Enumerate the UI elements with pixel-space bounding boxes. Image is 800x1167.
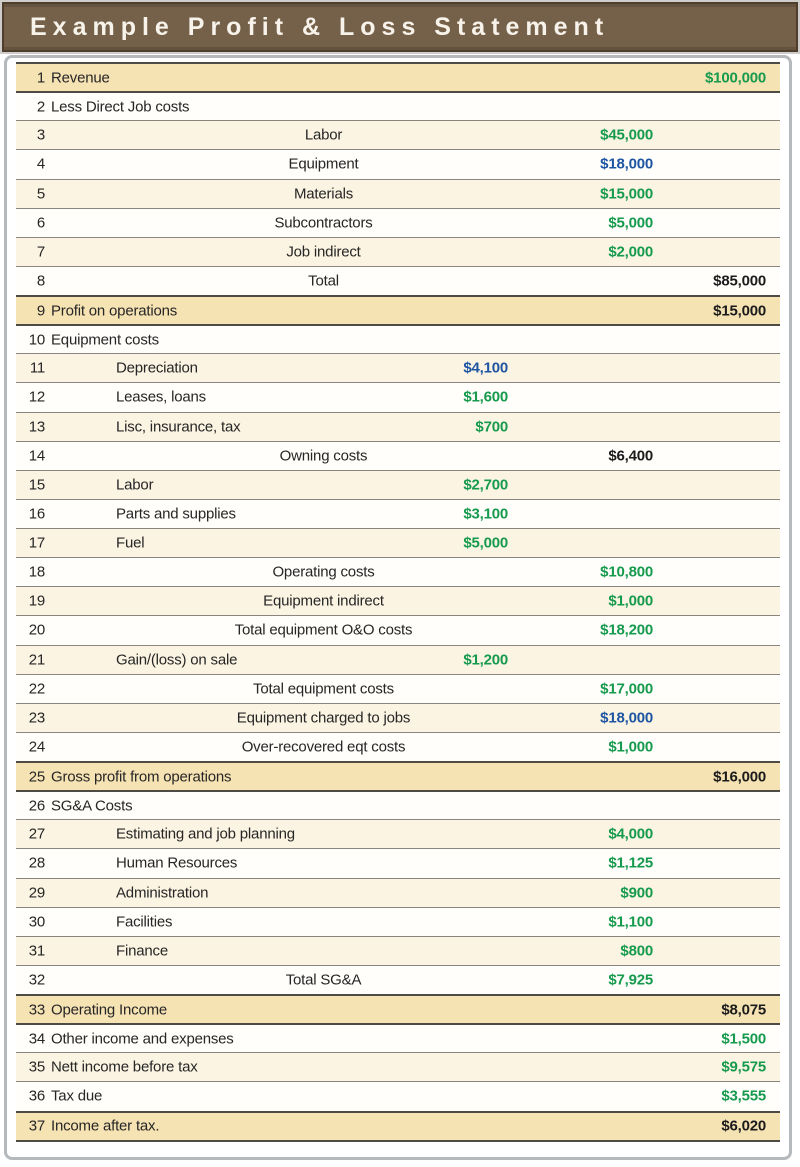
row-number: 19	[28, 592, 45, 610]
row-number: 37	[28, 1117, 45, 1135]
row-value: $100,000	[705, 69, 766, 87]
row-number: 15	[28, 476, 45, 494]
table-row	[16, 120, 780, 149]
row-number: 17	[28, 534, 45, 552]
row-value: $1,500	[721, 1030, 766, 1048]
table-row	[16, 295, 780, 324]
row-value: $18,000	[600, 709, 653, 727]
row-number: 32	[28, 971, 45, 989]
row-number: 8	[36, 272, 45, 290]
row-label: Profit on operations	[51, 302, 178, 320]
row-value: $16,000	[713, 768, 766, 786]
row-label: Subcontractors	[274, 214, 373, 232]
row-number: 29	[28, 884, 45, 902]
row-number: 6	[36, 214, 45, 232]
table-row	[16, 382, 780, 411]
row-label: Fuel	[116, 534, 145, 552]
table-row	[16, 324, 780, 353]
row-number: 4	[36, 155, 45, 173]
row-number: 14	[28, 447, 45, 465]
row-label: Other income and expenses	[51, 1030, 234, 1048]
row-label: Gross profit from operations	[51, 768, 232, 786]
row-value: $15,000	[713, 302, 766, 320]
table-row	[16, 149, 780, 178]
pl-table	[16, 62, 780, 1142]
content-frame	[4, 55, 792, 1160]
row-label: Lisc, insurance, tax	[116, 418, 241, 436]
row-label: Depreciation	[116, 359, 198, 377]
table-row	[16, 1111, 780, 1140]
row-label: Equipment	[288, 155, 359, 173]
row-number: 33	[28, 1001, 45, 1019]
table-row	[16, 91, 780, 120]
row-label: Revenue	[51, 69, 110, 87]
row-value: $45,000	[600, 126, 653, 144]
table-row	[16, 412, 780, 441]
row-number: 36	[28, 1087, 45, 1105]
row-label: Gain/(loss) on sale	[116, 651, 238, 669]
title-bar	[2, 2, 798, 52]
row-number: 7	[36, 243, 45, 261]
row-label: Labor	[304, 126, 343, 144]
row-value: $1,000	[608, 738, 653, 756]
row-value: $4,100	[463, 359, 508, 377]
table-row	[16, 1052, 780, 1081]
table-row	[16, 936, 780, 965]
row-number: 28	[28, 854, 45, 872]
table-row	[16, 907, 780, 936]
table-row	[16, 179, 780, 208]
table-row	[16, 237, 780, 266]
table-row	[16, 499, 780, 528]
row-number: 34	[28, 1030, 45, 1048]
row-number: 5	[36, 185, 45, 203]
row-label: Materials	[293, 185, 354, 203]
table-row	[16, 965, 780, 994]
row-label: Owning costs	[279, 447, 368, 465]
row-value: $3,100	[463, 505, 508, 523]
row-label: Less Direct Job costs	[51, 98, 190, 116]
row-number: 25	[28, 768, 45, 786]
row-label: Human Resources	[116, 854, 238, 872]
row-number: 16	[28, 505, 45, 523]
row-number: 23	[28, 709, 45, 727]
row-label: Nett income before tax	[51, 1058, 198, 1076]
row-number: 22	[28, 680, 45, 698]
row-label: Equipment charged to jobs	[236, 709, 411, 727]
row-label: Administration	[116, 884, 209, 902]
table-row	[16, 1023, 780, 1052]
row-label: Total equipment costs	[253, 680, 394, 698]
table-row	[16, 62, 780, 91]
row-number: 30	[28, 913, 45, 931]
row-label: Total	[308, 272, 339, 290]
row-value: $9,575	[721, 1058, 766, 1076]
row-number: 21	[28, 651, 45, 669]
row-number: 3	[36, 126, 45, 144]
row-value: $10,800	[600, 563, 653, 581]
row-value: $700	[475, 418, 508, 436]
row-value: $5,000	[463, 534, 508, 552]
row-number: 10	[28, 331, 45, 349]
row-value: $1,600	[463, 388, 508, 406]
row-number: 12	[28, 388, 45, 406]
table-row	[16, 878, 780, 907]
row-value: $1,100	[608, 913, 653, 931]
row-number: 24	[28, 738, 45, 756]
table-row	[16, 645, 780, 674]
row-value: $18,000	[600, 155, 653, 173]
row-label: Finance	[116, 942, 168, 960]
row-label: Parts and supplies	[116, 505, 236, 523]
row-number: 13	[28, 418, 45, 436]
table-row	[16, 674, 780, 703]
row-value: $800	[620, 942, 653, 960]
row-number: 2	[36, 98, 45, 116]
row-value: $1,000	[608, 592, 653, 610]
row-label: Over-recovered eqt costs	[241, 738, 406, 756]
table-row	[16, 208, 780, 237]
row-number: 26	[28, 797, 45, 815]
table-row	[16, 819, 780, 848]
table-row	[16, 470, 780, 499]
row-value: $8,075	[721, 1001, 766, 1019]
row-label: Operating Income	[51, 1001, 168, 1019]
table-row	[16, 790, 780, 819]
table-row	[16, 703, 780, 732]
row-label: Equipment costs	[51, 331, 159, 349]
table-row	[16, 1081, 780, 1110]
row-value: $900	[620, 884, 653, 902]
row-label: Estimating and job planning	[116, 825, 295, 843]
row-label: Total equipment O&O costs	[234, 621, 413, 639]
row-label: Total SG&A	[285, 971, 362, 989]
row-value: $3,555	[721, 1087, 766, 1105]
table-row	[16, 266, 780, 295]
row-number: 35	[28, 1058, 45, 1076]
row-label: Income after tax.	[51, 1117, 160, 1135]
row-number: 11	[29, 359, 45, 377]
row-label: Labor	[116, 476, 154, 494]
table-row	[16, 761, 780, 790]
row-value: $7,925	[608, 971, 653, 989]
row-label: Job indirect	[286, 243, 361, 261]
row-number: 9	[36, 302, 45, 320]
page-title: Example Profit & Loss Statement	[30, 12, 610, 41]
row-number: 20	[28, 621, 45, 639]
row-number: 1	[36, 69, 45, 87]
row-label: Tax due	[51, 1087, 103, 1105]
row-label: Equipment indirect	[263, 592, 384, 610]
row-number: 18	[28, 563, 45, 581]
row-value: $2,000	[608, 243, 653, 261]
table-row	[16, 732, 780, 761]
row-label: Operating costs	[272, 563, 375, 581]
row-value: $5,000	[608, 214, 653, 232]
row-label: SG&A Costs	[51, 797, 133, 815]
table-row	[16, 615, 780, 644]
table-row	[16, 557, 780, 586]
table-row	[16, 848, 780, 877]
row-value: $6,020	[721, 1117, 766, 1135]
row-value: $18,200	[600, 621, 653, 639]
row-value: $85,000	[713, 272, 766, 290]
table-row	[16, 441, 780, 470]
row-label: Facilities	[116, 913, 173, 931]
row-value: $15,000	[600, 185, 653, 203]
table-row	[16, 994, 780, 1023]
row-number: 27	[28, 825, 45, 843]
row-value: $17,000	[600, 680, 653, 698]
row-value: $4,000	[608, 825, 653, 843]
table-row	[16, 528, 780, 557]
row-label: Leases, loans	[116, 388, 206, 406]
table-row	[16, 353, 780, 382]
row-value: $1,200	[463, 651, 508, 669]
row-value: $2,700	[463, 476, 508, 494]
row-number: 31	[28, 942, 45, 960]
row-value: $1,125	[608, 854, 653, 872]
table-row	[16, 586, 780, 615]
row-value: $6,400	[608, 447, 653, 465]
